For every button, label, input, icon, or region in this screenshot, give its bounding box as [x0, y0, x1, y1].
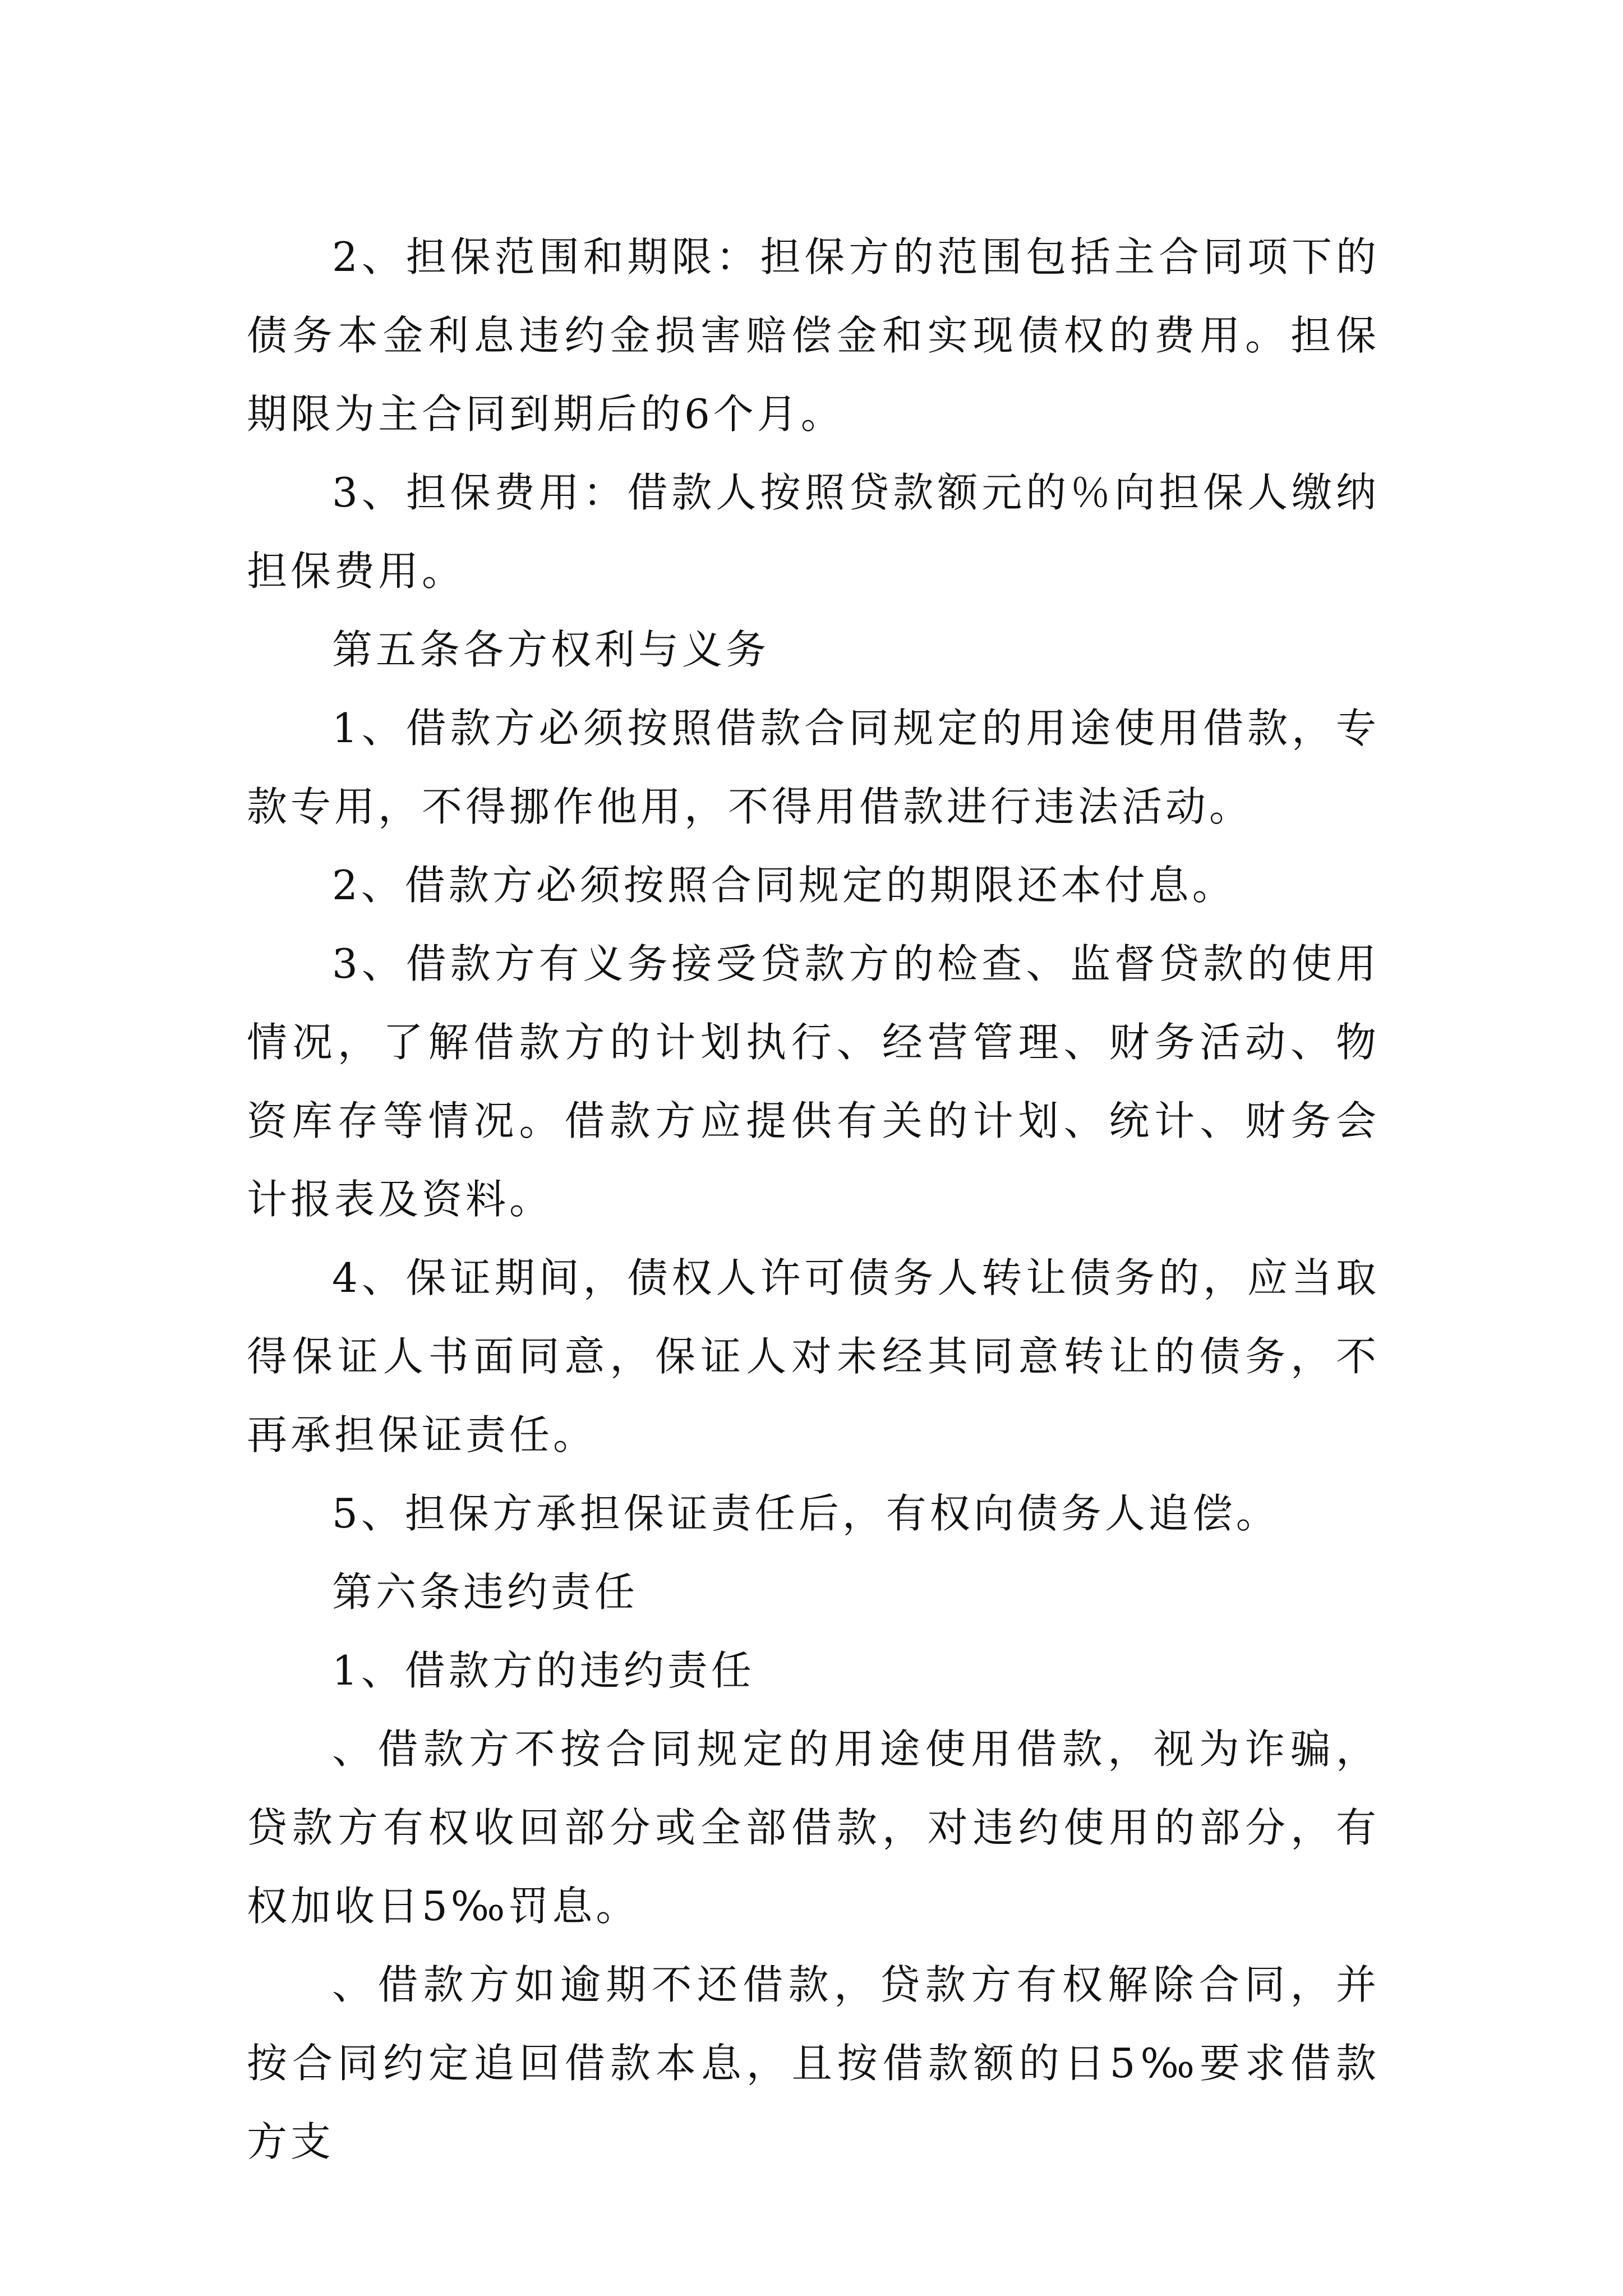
paragraph-guarantee-fee: 3、担保费用：借款人按照贷款额元的％向担保人缴纳担保费用。: [247, 469, 1380, 595]
heading-article-six: 第六条违约责任: [332, 1568, 639, 1616]
paragraph-inspection: 3、借款方有义务接受贷款方的检查、监督贷款的使用情况，了解借款方的计划执行、经营管理、财务活动、物资库存等情况。借款方应提供有关的计划、统计、财务会计报表及资料。: [247, 940, 1380, 1223]
paragraph-overdue-penalty: 、借款方如逾期不还借款，贷款方有权解除合同，并按合同约定追回借款本息，且按借款额的日5‰要求借款方支: [247, 1961, 1380, 2165]
document-body: [247, 218, 1380, 2181]
paragraph-guarantee-scope: 2、担保范围和期限：担保方的范围包括主合同项下的债务本金利息违约金损害赔偿金和实现债权的费用。担保期限为主合同到期后的6个月。: [247, 233, 1380, 438]
subheading-borrower-liability: 1、借款方的违约责任: [332, 1647, 755, 1694]
paragraph-debt-transfer: 4、保证期间，债权人许可债务人转让债务的，应当取得保证人书面同意，保证人对未经其同意转让的债务，不再承担保证责任。: [247, 1254, 1380, 1458]
paragraph-recourse: 5、担保方承担保证责任后，有权向债务人追偿。: [332, 1490, 1280, 1537]
paragraph-misuse-penalty: 、借款方不按合同规定的用途使用借款，视为诈骗，贷款方有权收回部分或全部借款，对违约使用的部分，有权加收日5‰罚息。: [247, 1726, 1380, 1930]
paragraph-repayment: 2、借款方必须按照合同规定的期限还本付息。: [332, 862, 1236, 909]
paragraph-loan-use: 1、借款方必须按照借款合同规定的用途使用借款，专款专用，不得挪作他用，不得用借款进行违法活动。: [247, 705, 1380, 830]
heading-article-five: 第五条各方权利与义务: [332, 626, 770, 673]
